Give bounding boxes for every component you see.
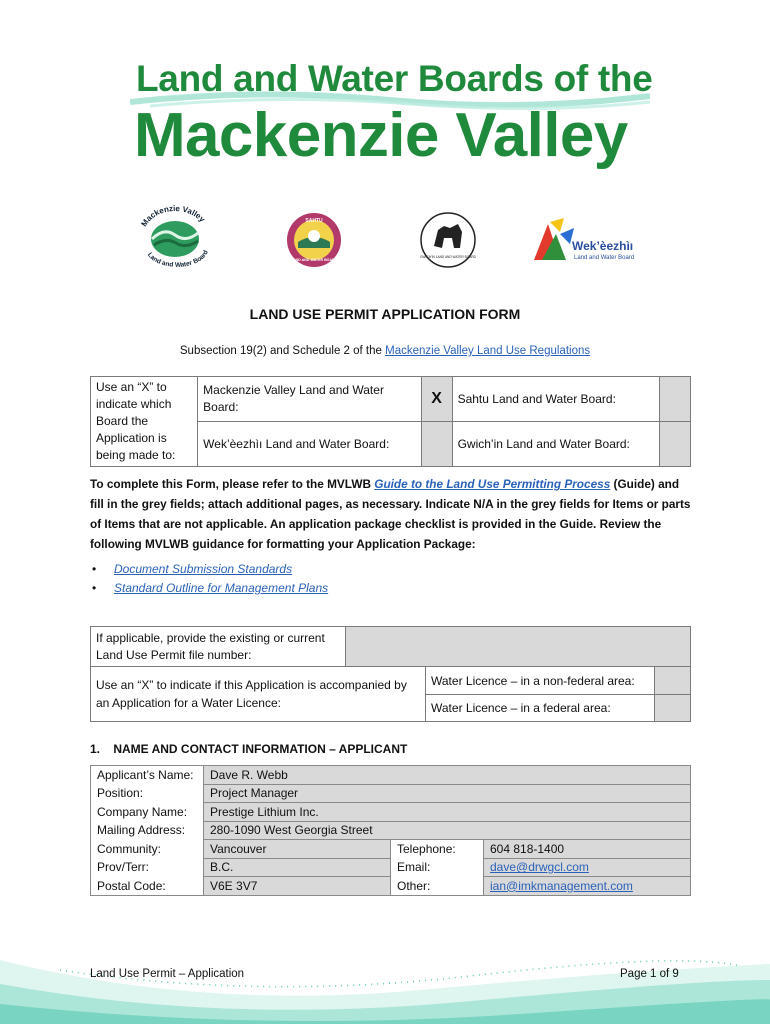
wekeezhii-logo — [530, 214, 670, 264]
list-item — [90, 560, 328, 579]
section-1-title: 1. NAME AND CONTACT INFORMATION – APPLICANT — [90, 742, 408, 756]
postal-code-field[interactable]: V6E 3V7 — [204, 877, 391, 896]
community-field[interactable]: Vancouver — [204, 840, 391, 859]
wekeezhii-checkbox[interactable] — [421, 422, 452, 467]
title-line-1: Land and Water Boards of the — [136, 58, 653, 99]
prov-terr-label: Prov/Terr: — [97, 860, 150, 875]
other-field[interactable] — [484, 877, 691, 896]
community-label: Community: — [97, 841, 162, 856]
board-instruction: Use an “X” to indicate which Board the Application is being made to: — [91, 377, 198, 467]
guide-link[interactable]: Guide to the Land Use Permitting Process — [374, 477, 611, 491]
other-label: Other: — [397, 878, 431, 893]
title-line-2: Mackenzie Valley — [134, 101, 628, 170]
instructions-paragraph — [90, 474, 691, 554]
position-field[interactable]: Project Manager — [204, 784, 691, 803]
footer-page-number: Page 1 of 9 — [620, 968, 679, 980]
regulations-link[interactable]: Mackenzie Valley Land Use Regulations — [385, 345, 591, 357]
footer-document-name: Land Use Permit – Application — [90, 968, 245, 980]
federal-checkbox[interactable] — [655, 695, 691, 722]
nonfederal-checkbox[interactable] — [655, 667, 691, 695]
sahtu-logo — [284, 210, 344, 270]
email-label: Email: — [397, 860, 431, 875]
existing-permit-label: If applicable, provide the existing or current Land Use Permit file number: — [91, 627, 346, 667]
management-plans-link[interactable]: Standard Outline for Management Plans — [114, 581, 329, 595]
applicant-name-field[interactable]: Dave R. Webb — [204, 766, 691, 785]
existing-permit-field[interactable] — [346, 627, 691, 667]
footer-wave — [0, 940, 770, 1024]
email-field[interactable] — [484, 858, 691, 877]
bullet-icon: • — [92, 581, 97, 595]
mvlwb-checkbox[interactable]: X — [421, 377, 452, 422]
applicant-contact-table — [90, 765, 691, 896]
form-title: LAND USE PERMIT APPLICATION FORM — [249, 306, 521, 322]
subsection-line — [0, 345, 770, 357]
position-label: Position: — [97, 786, 144, 801]
instructions-part-2: (Guide) and fill in the grey fields; attach additional pages, as necessary. Indicate N/A in the grey fields for Items or parts of Items that are not applicable. An application package checklist is provided in the Guide. Review the following MVLWB guidance for formatting your Application Package: — [90, 477, 691, 551]
telephone-field[interactable]: 604 818-1400 — [484, 840, 691, 859]
mailing-address-field[interactable]: 280-1090 West Georgia Street — [204, 821, 691, 840]
document-standards-link[interactable]: Document Submission Standards — [114, 562, 293, 576]
gwichin-label: Gwich’in Land and Water Board: — [452, 422, 659, 467]
wekeezhii-logo-sub: Land and Water Board — [574, 255, 635, 261]
company-label: Company Name: — [97, 804, 188, 819]
wekeezhii-label: Wek’èezhìı Land and Water Board: — [198, 422, 421, 467]
nonfederal-label: Water Licence – in a non-federal area: — [426, 667, 655, 695]
telephone-label: Telephone: — [397, 842, 456, 856]
instructions-part-1: To complete this Form, please refer to the MVLWB — [90, 477, 375, 491]
prov-terr-field[interactable]: B.C. — [204, 858, 391, 877]
sahtu-label: Sahtu Land and Water Board: — [452, 377, 659, 422]
existing-permit-table — [90, 626, 691, 667]
mvlwb-logo — [136, 205, 214, 271]
mvlwb-label: Mackenzie Valley Land and Water Board: — [198, 377, 421, 422]
water-licence-table — [90, 666, 691, 722]
mailing-address-label: Mailing Address: — [97, 823, 186, 838]
wekeezhii-logo-name: Wek’èezhìı — [572, 239, 634, 253]
subsection-prefix: Subsection 19(2) and Schedule 2 of the — [179, 345, 386, 357]
bullet-icon: • — [92, 562, 97, 576]
sahtu-logo-top-text: SAHTU — [305, 218, 323, 224]
sahtu-logo-bottom-text: LAND AND WATER BOARD — [290, 258, 338, 262]
mvlwb-logo-top-text: Mackenzie Valley — [139, 205, 207, 229]
gwichin-checkbox[interactable] — [659, 422, 690, 467]
company-field[interactable]: Prestige Lithium Inc. — [204, 803, 691, 822]
sahtu-checkbox[interactable] — [659, 377, 690, 422]
email-link[interactable]: dave@drwgcl.com — [490, 860, 589, 875]
gwichin-logo-text: GWICH'IN LAND AND WATER BOARD — [420, 255, 476, 259]
postal-code-label: Postal Code: — [97, 878, 166, 893]
gwichin-logo — [418, 208, 478, 272]
mvlwb-logo-bottom-text: Land and Water Board — [145, 249, 210, 269]
other-email-link[interactable]: ian@imkmanagement.com — [490, 878, 633, 893]
federal-label: Water Licence – in a federal area: — [426, 695, 655, 722]
applicant-name-label: Applicant’s Name: — [97, 768, 194, 782]
board-selection-table — [90, 376, 691, 467]
guidance-list — [90, 560, 328, 598]
water-licence-instruction: Use an “X” to indicate if this Application is accompanied by an Application for a Water Licence: — [91, 667, 426, 722]
list-item — [90, 579, 328, 598]
